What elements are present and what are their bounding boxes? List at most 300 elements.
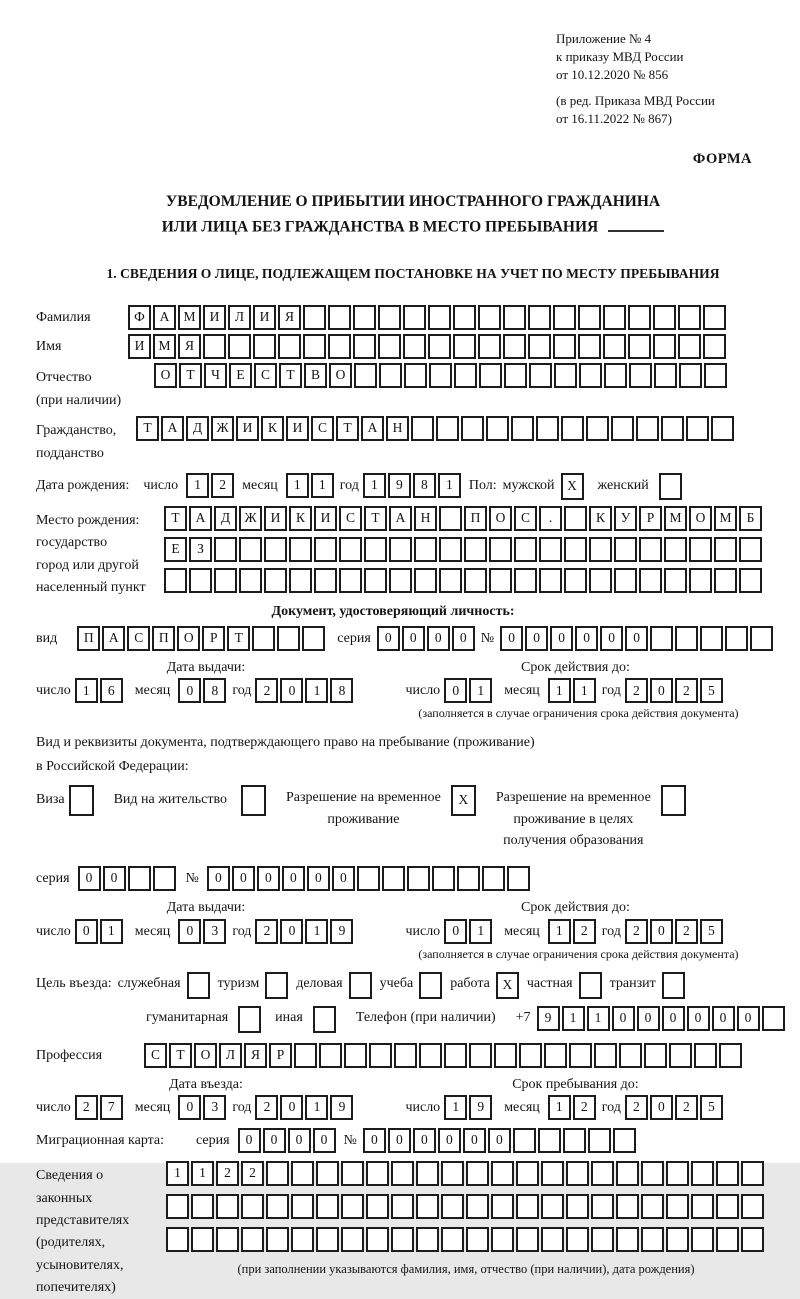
- char-cell[interactable]: 3: [203, 919, 226, 944]
- char-cell[interactable]: [666, 1194, 689, 1219]
- char-cell[interactable]: О: [194, 1043, 217, 1068]
- char-cell[interactable]: А: [161, 416, 184, 441]
- char-cell[interactable]: О: [154, 363, 177, 388]
- char-cell[interactable]: И: [203, 305, 226, 330]
- char-cell[interactable]: С: [144, 1043, 167, 1068]
- char-cell[interactable]: [453, 305, 476, 330]
- char-cell[interactable]: [644, 1043, 667, 1068]
- char-cell[interactable]: [561, 416, 584, 441]
- char-cell[interactable]: [569, 1043, 592, 1068]
- char-cell[interactable]: 1: [305, 919, 328, 944]
- residence-permit-checkbox[interactable]: [241, 785, 266, 816]
- char-cell[interactable]: [578, 305, 601, 330]
- char-cell[interactable]: 5: [700, 1095, 723, 1120]
- char-cell[interactable]: [513, 1128, 536, 1153]
- char-cell[interactable]: 1: [469, 678, 492, 703]
- char-cell[interactable]: [228, 334, 251, 359]
- char-cell[interactable]: [628, 334, 651, 359]
- char-cell[interactable]: [439, 537, 462, 562]
- char-cell[interactable]: Р: [639, 506, 662, 531]
- char-cell[interactable]: [641, 1227, 664, 1252]
- char-cell[interactable]: [464, 568, 487, 593]
- char-cell[interactable]: [616, 1227, 639, 1252]
- char-cell[interactable]: Л: [219, 1043, 242, 1068]
- char-cell[interactable]: [319, 1043, 342, 1068]
- char-cell[interactable]: 0: [232, 866, 255, 891]
- char-cell[interactable]: [716, 1227, 739, 1252]
- char-cell[interactable]: [591, 1194, 614, 1219]
- char-cell[interactable]: Ж: [211, 416, 234, 441]
- char-cell[interactable]: Д: [186, 416, 209, 441]
- char-cell[interactable]: И: [253, 305, 276, 330]
- char-cell[interactable]: 0: [500, 626, 523, 651]
- char-cell[interactable]: И: [286, 416, 309, 441]
- purpose-business-checkbox[interactable]: [349, 972, 372, 999]
- char-cell[interactable]: [629, 363, 652, 388]
- char-cell[interactable]: [650, 626, 673, 651]
- char-cell[interactable]: [689, 568, 712, 593]
- char-cell[interactable]: [491, 1161, 514, 1186]
- char-cell[interactable]: Б: [739, 506, 762, 531]
- char-cell[interactable]: 1: [305, 678, 328, 703]
- char-cell[interactable]: 0: [600, 626, 623, 651]
- char-cell[interactable]: [453, 334, 476, 359]
- char-cell[interactable]: [591, 1227, 614, 1252]
- char-cell[interactable]: [666, 1227, 689, 1252]
- char-cell[interactable]: [391, 1194, 414, 1219]
- char-cell[interactable]: [432, 866, 455, 891]
- char-cell[interactable]: [353, 334, 376, 359]
- char-cell[interactable]: 3: [203, 1095, 226, 1120]
- char-cell[interactable]: 0: [103, 866, 126, 891]
- char-cell[interactable]: [391, 1227, 414, 1252]
- char-cell[interactable]: [416, 1161, 439, 1186]
- char-cell[interactable]: .: [539, 506, 562, 531]
- char-cell[interactable]: [507, 866, 530, 891]
- purpose-private-checkbox[interactable]: [579, 972, 602, 999]
- char-cell[interactable]: 2: [625, 1095, 648, 1120]
- char-cell[interactable]: [357, 866, 380, 891]
- char-cell[interactable]: [686, 416, 709, 441]
- char-cell[interactable]: [466, 1194, 489, 1219]
- char-cell[interactable]: 0: [257, 866, 280, 891]
- char-cell[interactable]: [366, 1161, 389, 1186]
- char-cell[interactable]: 1: [562, 1006, 585, 1031]
- char-cell[interactable]: [529, 363, 552, 388]
- char-cell[interactable]: 0: [427, 626, 450, 651]
- char-cell[interactable]: [541, 1194, 564, 1219]
- char-cell[interactable]: [611, 416, 634, 441]
- char-cell[interactable]: 0: [463, 1128, 486, 1153]
- char-cell[interactable]: [564, 506, 587, 531]
- char-cell[interactable]: [704, 363, 727, 388]
- char-cell[interactable]: [679, 363, 702, 388]
- char-cell[interactable]: П: [152, 626, 175, 651]
- char-cell[interactable]: 9: [330, 1095, 353, 1120]
- char-cell[interactable]: [719, 1043, 742, 1068]
- char-cell[interactable]: 9: [469, 1095, 492, 1120]
- char-cell[interactable]: [594, 1043, 617, 1068]
- char-cell[interactable]: [664, 568, 687, 593]
- char-cell[interactable]: 5: [700, 919, 723, 944]
- char-cell[interactable]: [266, 1194, 289, 1219]
- char-cell[interactable]: [429, 363, 452, 388]
- char-cell[interactable]: М: [664, 506, 687, 531]
- char-cell[interactable]: [603, 305, 626, 330]
- char-cell[interactable]: [711, 416, 734, 441]
- char-cell[interactable]: [504, 363, 527, 388]
- char-cell[interactable]: [516, 1227, 539, 1252]
- char-cell[interactable]: М: [178, 305, 201, 330]
- char-cell[interactable]: [716, 1161, 739, 1186]
- char-cell[interactable]: 0: [280, 678, 303, 703]
- char-cell[interactable]: Т: [136, 416, 159, 441]
- char-cell[interactable]: [328, 305, 351, 330]
- char-cell[interactable]: [478, 334, 501, 359]
- char-cell[interactable]: [391, 1161, 414, 1186]
- char-cell[interactable]: [439, 506, 462, 531]
- char-cell[interactable]: 0: [438, 1128, 461, 1153]
- purpose-transit-checkbox[interactable]: [662, 972, 685, 999]
- char-cell[interactable]: [538, 1128, 561, 1153]
- char-cell[interactable]: [341, 1194, 364, 1219]
- char-cell[interactable]: 0: [377, 626, 400, 651]
- char-cell[interactable]: [407, 866, 430, 891]
- char-cell[interactable]: [588, 1128, 611, 1153]
- char-cell[interactable]: [563, 1128, 586, 1153]
- char-cell[interactable]: 0: [207, 866, 230, 891]
- char-cell[interactable]: [191, 1227, 214, 1252]
- char-cell[interactable]: [189, 568, 212, 593]
- char-cell[interactable]: [614, 568, 637, 593]
- char-cell[interactable]: 5: [700, 678, 723, 703]
- char-cell[interactable]: И: [264, 506, 287, 531]
- char-cell[interactable]: 0: [687, 1006, 710, 1031]
- char-cell[interactable]: [536, 416, 559, 441]
- char-cell[interactable]: [166, 1194, 189, 1219]
- char-cell[interactable]: Т: [364, 506, 387, 531]
- char-cell[interactable]: [166, 1227, 189, 1252]
- char-cell[interactable]: [239, 568, 262, 593]
- char-cell[interactable]: [344, 1043, 367, 1068]
- char-cell[interactable]: 0: [612, 1006, 635, 1031]
- char-cell[interactable]: [278, 334, 301, 359]
- char-cell[interactable]: 8: [203, 678, 226, 703]
- char-cell[interactable]: 2: [625, 678, 648, 703]
- char-cell[interactable]: И: [236, 416, 259, 441]
- char-cell[interactable]: 2: [573, 1095, 596, 1120]
- char-cell[interactable]: А: [361, 416, 384, 441]
- char-cell[interactable]: [489, 537, 512, 562]
- char-cell[interactable]: Ж: [239, 506, 262, 531]
- char-cell[interactable]: 0: [650, 1095, 673, 1120]
- char-cell[interactable]: [252, 626, 275, 651]
- purpose-tourism-checkbox[interactable]: [265, 972, 288, 999]
- char-cell[interactable]: [277, 626, 300, 651]
- char-cell[interactable]: [554, 363, 577, 388]
- char-cell[interactable]: 2: [75, 1095, 98, 1120]
- char-cell[interactable]: [691, 1161, 714, 1186]
- char-cell[interactable]: [294, 1043, 317, 1068]
- char-cell[interactable]: [436, 416, 459, 441]
- char-cell[interactable]: У: [614, 506, 637, 531]
- char-cell[interactable]: [369, 1043, 392, 1068]
- char-cell[interactable]: [762, 1006, 785, 1031]
- char-cell[interactable]: 9: [537, 1006, 560, 1031]
- char-cell[interactable]: Т: [169, 1043, 192, 1068]
- purpose-humanitarian-checkbox[interactable]: [238, 1006, 261, 1033]
- char-cell[interactable]: [389, 537, 412, 562]
- char-cell[interactable]: [591, 1161, 614, 1186]
- char-cell[interactable]: 0: [413, 1128, 436, 1153]
- char-cell[interactable]: 0: [178, 678, 201, 703]
- char-cell[interactable]: [216, 1194, 239, 1219]
- char-cell[interactable]: 1: [469, 919, 492, 944]
- char-cell[interactable]: [641, 1194, 664, 1219]
- char-cell[interactable]: [654, 363, 677, 388]
- char-cell[interactable]: 0: [444, 919, 467, 944]
- char-cell[interactable]: 0: [263, 1128, 286, 1153]
- char-cell[interactable]: 0: [444, 678, 467, 703]
- char-cell[interactable]: 1: [363, 473, 386, 498]
- char-cell[interactable]: Ф: [128, 305, 151, 330]
- char-cell[interactable]: А: [153, 305, 176, 330]
- char-cell[interactable]: [214, 537, 237, 562]
- char-cell[interactable]: [469, 1043, 492, 1068]
- char-cell[interactable]: 0: [650, 919, 673, 944]
- char-cell[interactable]: [482, 866, 505, 891]
- char-cell[interactable]: [714, 568, 737, 593]
- char-cell[interactable]: [604, 363, 627, 388]
- char-cell[interactable]: [303, 334, 326, 359]
- char-cell[interactable]: 2: [625, 919, 648, 944]
- char-cell[interactable]: [703, 334, 726, 359]
- char-cell[interactable]: [678, 334, 701, 359]
- char-cell[interactable]: [289, 568, 312, 593]
- char-cell[interactable]: [669, 1043, 692, 1068]
- char-cell[interactable]: 2: [216, 1161, 239, 1186]
- char-cell[interactable]: [414, 537, 437, 562]
- char-cell[interactable]: С: [311, 416, 334, 441]
- char-cell[interactable]: Т: [336, 416, 359, 441]
- char-cell[interactable]: 0: [662, 1006, 685, 1031]
- char-cell[interactable]: [516, 1194, 539, 1219]
- char-cell[interactable]: [661, 416, 684, 441]
- char-cell[interactable]: [653, 305, 676, 330]
- char-cell[interactable]: [291, 1227, 314, 1252]
- char-cell[interactable]: 0: [550, 626, 573, 651]
- char-cell[interactable]: [691, 1227, 714, 1252]
- char-cell[interactable]: [639, 537, 662, 562]
- char-cell[interactable]: [519, 1043, 542, 1068]
- char-cell[interactable]: [714, 537, 737, 562]
- char-cell[interactable]: [553, 305, 576, 330]
- char-cell[interactable]: [439, 568, 462, 593]
- temp-residence-checkbox[interactable]: X: [451, 785, 476, 816]
- char-cell[interactable]: [389, 568, 412, 593]
- purpose-study-checkbox[interactable]: [419, 972, 442, 999]
- char-cell[interactable]: 9: [330, 919, 353, 944]
- char-cell[interactable]: К: [261, 416, 284, 441]
- char-cell[interactable]: 1: [191, 1161, 214, 1186]
- char-cell[interactable]: Н: [414, 506, 437, 531]
- char-cell[interactable]: [464, 537, 487, 562]
- char-cell[interactable]: Н: [386, 416, 409, 441]
- char-cell[interactable]: [725, 626, 748, 651]
- char-cell[interactable]: 1: [573, 678, 596, 703]
- char-cell[interactable]: [586, 416, 609, 441]
- char-cell[interactable]: [339, 568, 362, 593]
- char-cell[interactable]: [478, 305, 501, 330]
- char-cell[interactable]: [394, 1043, 417, 1068]
- char-cell[interactable]: [314, 537, 337, 562]
- char-cell[interactable]: 9: [388, 473, 411, 498]
- char-cell[interactable]: 0: [575, 626, 598, 651]
- char-cell[interactable]: О: [329, 363, 352, 388]
- char-cell[interactable]: [153, 866, 176, 891]
- char-cell[interactable]: [128, 866, 151, 891]
- char-cell[interactable]: [466, 1227, 489, 1252]
- char-cell[interactable]: [191, 1194, 214, 1219]
- char-cell[interactable]: [566, 1161, 589, 1186]
- char-cell[interactable]: [353, 305, 376, 330]
- char-cell[interactable]: 0: [238, 1128, 261, 1153]
- char-cell[interactable]: [739, 537, 762, 562]
- char-cell[interactable]: [528, 334, 551, 359]
- char-cell[interactable]: 2: [675, 919, 698, 944]
- char-cell[interactable]: [378, 334, 401, 359]
- char-cell[interactable]: [514, 537, 537, 562]
- char-cell[interactable]: С: [339, 506, 362, 531]
- char-cell[interactable]: [489, 568, 512, 593]
- char-cell[interactable]: [364, 568, 387, 593]
- char-cell[interactable]: З: [189, 537, 212, 562]
- char-cell[interactable]: 1: [438, 473, 461, 498]
- visa-checkbox[interactable]: [69, 785, 94, 816]
- char-cell[interactable]: 0: [402, 626, 425, 651]
- char-cell[interactable]: [544, 1043, 567, 1068]
- char-cell[interactable]: [164, 568, 187, 593]
- char-cell[interactable]: Я: [244, 1043, 267, 1068]
- char-cell[interactable]: 2: [255, 1095, 278, 1120]
- edu-residence-checkbox[interactable]: [661, 785, 686, 816]
- char-cell[interactable]: А: [102, 626, 125, 651]
- char-cell[interactable]: 1: [166, 1161, 189, 1186]
- char-cell[interactable]: 2: [211, 473, 234, 498]
- char-cell[interactable]: 0: [307, 866, 330, 891]
- purpose-work-checkbox[interactable]: X: [496, 972, 519, 999]
- char-cell[interactable]: 1: [311, 473, 334, 498]
- char-cell[interactable]: [511, 416, 534, 441]
- char-cell[interactable]: 1: [75, 678, 98, 703]
- char-cell[interactable]: 7: [100, 1095, 123, 1120]
- char-cell[interactable]: 0: [388, 1128, 411, 1153]
- char-cell[interactable]: М: [714, 506, 737, 531]
- char-cell[interactable]: [539, 537, 562, 562]
- char-cell[interactable]: К: [589, 506, 612, 531]
- char-cell[interactable]: 8: [413, 473, 436, 498]
- char-cell[interactable]: [739, 568, 762, 593]
- char-cell[interactable]: [403, 334, 426, 359]
- char-cell[interactable]: И: [128, 334, 151, 359]
- char-cell[interactable]: [566, 1227, 589, 1252]
- char-cell[interactable]: [239, 537, 262, 562]
- char-cell[interactable]: 1: [587, 1006, 610, 1031]
- char-cell[interactable]: [303, 305, 326, 330]
- char-cell[interactable]: [691, 1194, 714, 1219]
- char-cell[interactable]: 0: [637, 1006, 660, 1031]
- char-cell[interactable]: Л: [228, 305, 251, 330]
- char-cell[interactable]: [264, 568, 287, 593]
- char-cell[interactable]: [466, 1161, 489, 1186]
- char-cell[interactable]: [579, 363, 602, 388]
- char-cell[interactable]: 0: [525, 626, 548, 651]
- char-cell[interactable]: 1: [548, 1095, 571, 1120]
- char-cell[interactable]: [253, 334, 276, 359]
- char-cell[interactable]: [364, 537, 387, 562]
- char-cell[interactable]: [541, 1161, 564, 1186]
- char-cell[interactable]: [339, 537, 362, 562]
- char-cell[interactable]: [641, 1161, 664, 1186]
- char-cell[interactable]: [341, 1227, 364, 1252]
- char-cell[interactable]: 0: [452, 626, 475, 651]
- char-cell[interactable]: О: [489, 506, 512, 531]
- char-cell[interactable]: [328, 334, 351, 359]
- char-cell[interactable]: Т: [164, 506, 187, 531]
- char-cell[interactable]: [553, 334, 576, 359]
- char-cell[interactable]: Ч: [204, 363, 227, 388]
- char-cell[interactable]: [628, 305, 651, 330]
- char-cell[interactable]: [664, 537, 687, 562]
- purpose-official-checkbox[interactable]: [187, 972, 210, 999]
- char-cell[interactable]: [616, 1161, 639, 1186]
- char-cell[interactable]: [214, 568, 237, 593]
- char-cell[interactable]: Д: [214, 506, 237, 531]
- char-cell[interactable]: [716, 1194, 739, 1219]
- char-cell[interactable]: [675, 626, 698, 651]
- char-cell[interactable]: [741, 1161, 764, 1186]
- char-cell[interactable]: [516, 1161, 539, 1186]
- char-cell[interactable]: С: [514, 506, 537, 531]
- char-cell[interactable]: 2: [675, 1095, 698, 1120]
- char-cell[interactable]: [428, 305, 451, 330]
- char-cell[interactable]: [416, 1194, 439, 1219]
- char-cell[interactable]: [539, 568, 562, 593]
- char-cell[interactable]: Е: [164, 537, 187, 562]
- char-cell[interactable]: [289, 537, 312, 562]
- char-cell[interactable]: [703, 305, 726, 330]
- char-cell[interactable]: 0: [75, 919, 98, 944]
- char-cell[interactable]: 0: [650, 678, 673, 703]
- char-cell[interactable]: 1: [100, 919, 123, 944]
- char-cell[interactable]: 8: [330, 678, 353, 703]
- char-cell[interactable]: 0: [313, 1128, 336, 1153]
- char-cell[interactable]: [403, 305, 426, 330]
- char-cell[interactable]: [636, 416, 659, 441]
- char-cell[interactable]: 0: [178, 1095, 201, 1120]
- char-cell[interactable]: [378, 305, 401, 330]
- char-cell[interactable]: [589, 568, 612, 593]
- char-cell[interactable]: [291, 1161, 314, 1186]
- char-cell[interactable]: [382, 866, 405, 891]
- char-cell[interactable]: [441, 1194, 464, 1219]
- char-cell[interactable]: [494, 1043, 517, 1068]
- char-cell[interactable]: [566, 1194, 589, 1219]
- char-cell[interactable]: 0: [178, 919, 201, 944]
- char-cell[interactable]: [700, 626, 723, 651]
- char-cell[interactable]: К: [289, 506, 312, 531]
- char-cell[interactable]: 1: [548, 678, 571, 703]
